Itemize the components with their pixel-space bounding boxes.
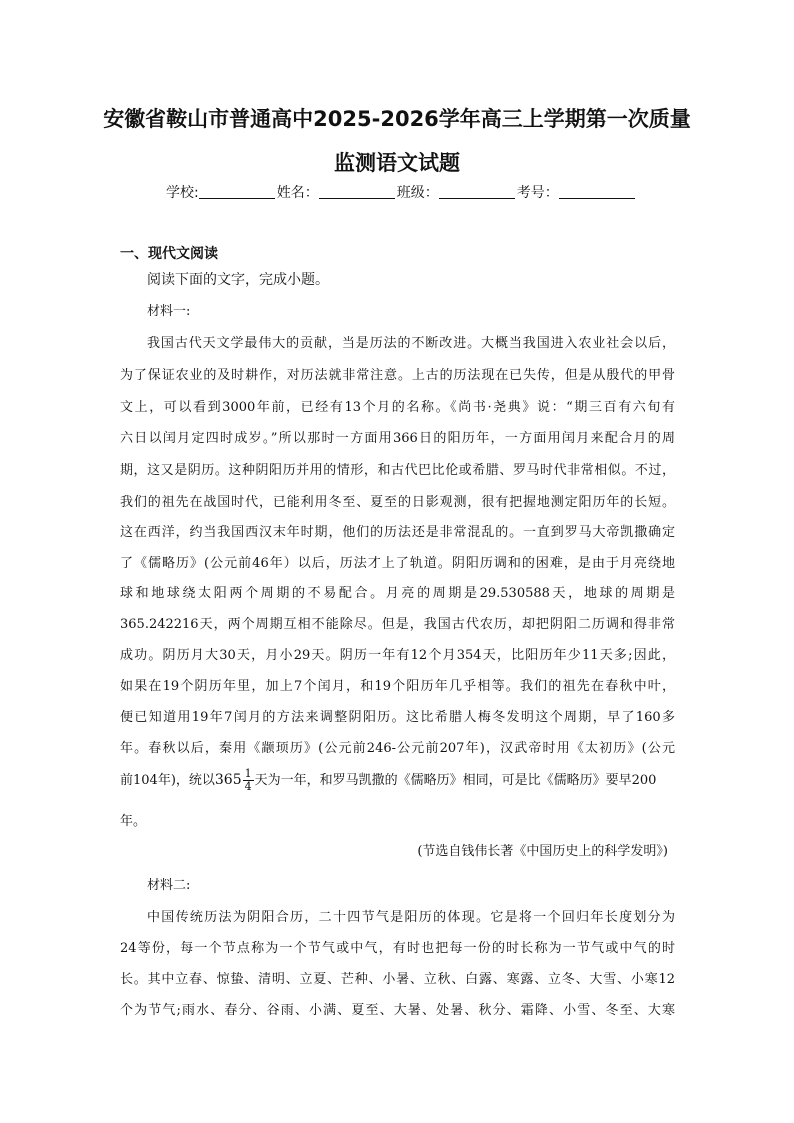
paragraph-line: 如果在19个阴历年里，加上7个闰月，和19个阳历年几乎相等。我们的祖先在春秋中叶，	[120, 679, 675, 694]
student-info-row	[166, 182, 637, 202]
paragraph-line-with-fraction	[120, 768, 675, 793]
exam-number-blank[interactable]	[559, 184, 635, 199]
paragraph-line: 六日以闰月定四时成岁。”所以那时一方面用366日的阳历年，一方面用闰月来配合月的周	[120, 431, 675, 446]
page-title-line-2: 监测语文试题	[334, 151, 460, 175]
source-citation: (节选自钱伟长著《中国历史上的科学发明》)	[417, 844, 668, 859]
paragraph-line: 中国传统历法为阴阳合历，二十四节气是阳历的体现。它是将一个回归年长度划分为	[147, 910, 675, 925]
paragraph-line: 我们的祖先在战国时代，已能利用冬至、夏至的日影观测，很有把握地测定阳历年的长短。	[120, 495, 675, 510]
section-heading: 一、现代文阅读	[120, 246, 218, 262]
paragraph-line: 年。	[120, 814, 147, 829]
paragraph-line: 年。春秋以后，秦用《颛顼历》(公元前246-公元前207年)，汉武帝时用《太初历》(公元	[120, 741, 675, 756]
paragraph-line: 长。其中立春、惊蛰、清明、立夏、芒种、小暑、立秋、白露、寒露、立冬、大雪、小寒12	[120, 972, 675, 987]
paragraph-line: 便已知道用19年7闰月的方法来调整阴阳历。这比希腊人梅冬发明这个周期，早了160多	[120, 710, 675, 725]
reading-instruction: 阅读下面的文字，完成小题。	[147, 272, 329, 288]
name-label: 姓名：	[276, 185, 319, 201]
exam-number-label: 考号：	[516, 185, 559, 201]
fraction-denominator: 4	[244, 780, 252, 793]
name-blank[interactable]	[319, 184, 395, 199]
paragraph-line: 了《儒略历》(公元前46年）以后，历法才上了轨道。阴阳历调和的困难，是由于月亮绕地	[120, 556, 675, 571]
paragraph-line: 我国古代天文学最伟大的贡献，当是历法的不断改进。大概当我国进入农业社会以后，	[147, 336, 675, 351]
paragraph-line: 这在西洋，约当我国西汉末年时期，他们的历法还是非常混乱的。一直到罗马大帝凯撒确定	[120, 525, 675, 540]
fraction-one-quarter	[243, 768, 254, 793]
material-1-label: 材料一:	[147, 304, 191, 319]
school-label: 学校:	[166, 185, 199, 201]
paragraph-line: 成功。阴历月大30天，月小29天。阴历一年有12个月354天，比阳历年少11天多;因此，	[120, 648, 675, 663]
paragraph-line: 期，这又是阴历。这种阴阳历并用的情形，和古代巴比伦或希腊、罗马时代非常相似。不过，	[120, 463, 675, 478]
paragraph-line: 文上，可以看到3000年前，已经有13个月的名称。《尚书·尧典》说：“期三百有六旬有	[120, 400, 675, 415]
paragraph-line: 个为节气;雨水、春分、谷雨、小满、夏至、大暑、处暑、秋分、霜降、小雪、冬至、大寒	[120, 1003, 675, 1018]
school-blank[interactable]	[199, 184, 275, 199]
paragraph-line: 365.242216天，两个周期互相不能除尽。但是，我国古代农历，却把阴阳二历调和得非常	[120, 617, 675, 632]
page-title-line-1: 安徽省鞍山市普通高中2025-2026学年高三上学期第一次质量	[103, 107, 691, 131]
paragraph-line: 为了保证农业的及时耕作，对历法就非常注意。上古的历法现在已失传，但是从殷代的甲骨	[120, 368, 675, 383]
paragraph-line: 球和地球绕太阳两个周期的不易配合。月亮的周期是29.530588天，地球的周期是	[120, 586, 675, 601]
class-blank[interactable]	[439, 184, 515, 199]
fraction-whole: 365	[214, 772, 242, 788]
class-label: 班级：	[396, 185, 439, 201]
fraction-line-start: 前104年)，统以	[120, 773, 215, 788]
material-2-label: 材料二:	[147, 878, 191, 893]
paragraph-line: 24等份，每一个节点称为一个节气或中气，有时也把每一份的时长称为一节气或中气的时	[120, 941, 675, 956]
fraction-line-end: 天为一年，和罗马凯撒的《儒略历》相同，可是比《儒略历》要早200	[254, 773, 657, 788]
fraction-numerator: 1	[244, 767, 252, 780]
